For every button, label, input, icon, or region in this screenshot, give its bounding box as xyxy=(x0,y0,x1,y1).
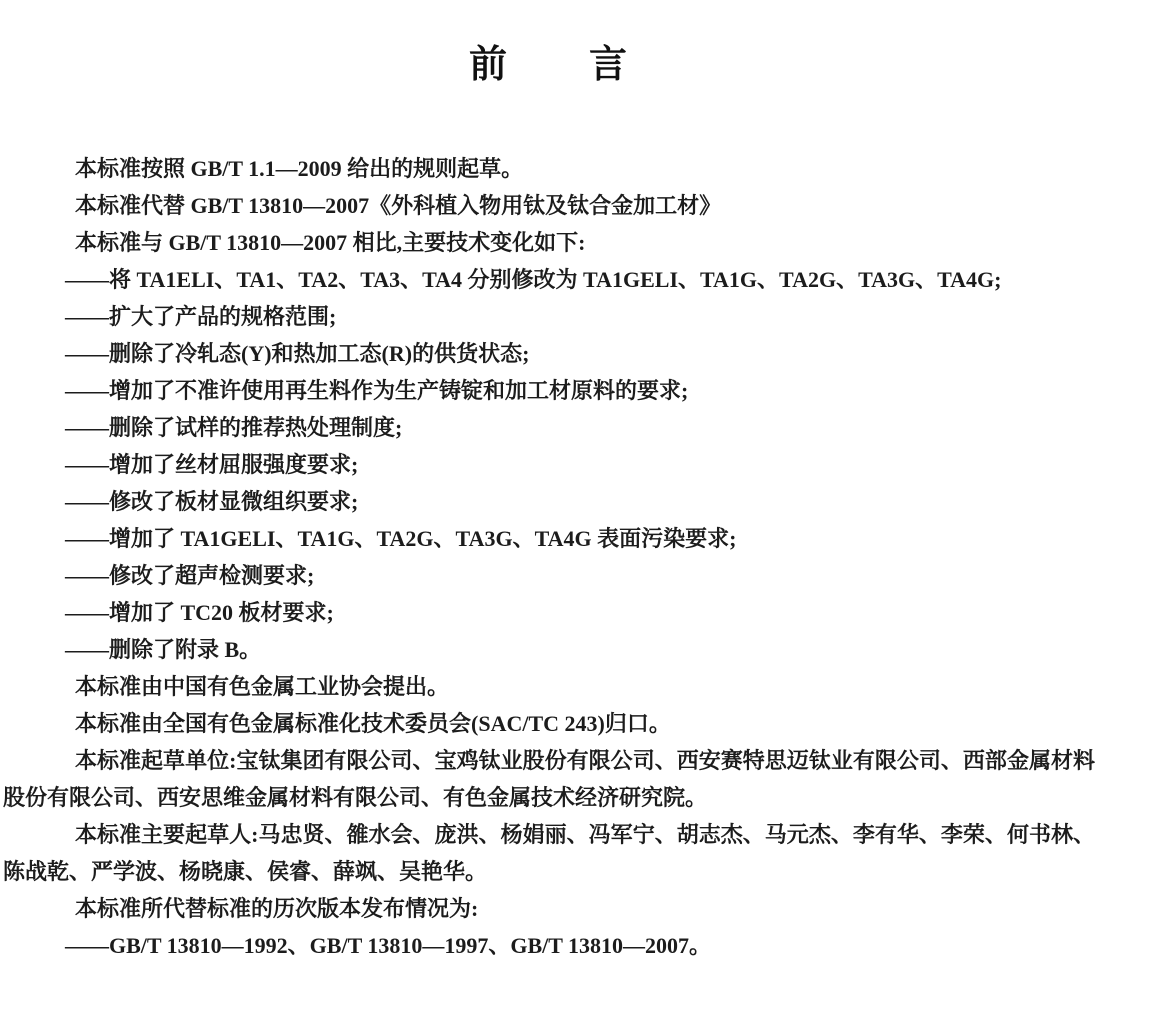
paragraph: ——增加了不准许使用再生料作为生产铸锭和加工材原料的要求; xyxy=(65,378,689,403)
paragraph: ——修改了超声检测要求; xyxy=(65,563,315,588)
paragraph: ——将 TA1ELI、TA1、TA2、TA3、TA4 分别修改为 TA1GELI、TA1G、TA2G、TA3G、TA4G; xyxy=(65,267,1002,292)
paragraph: 本标准代替 GB/T 13810—2007《外科植入物用钛及钛合金加工材》 xyxy=(75,193,722,218)
paragraph: 本标准起草单位:宝钛集团有限公司、宝鸡钛业股份有限公司、西安赛特思迈钛业有限公司、西部金属材料股份有限公司、西安思维金属材料有限公司、有色金属技术经济研究院。 xyxy=(3,748,1095,810)
paragraph: 本标准所代替标准的历次版本发布情况为: xyxy=(75,896,479,921)
paragraph: 本标准由中国有色金属工业协会提出。 xyxy=(75,674,450,699)
paragraph: ——删除了附录 B。 xyxy=(65,637,262,662)
paragraph: ——增加了 TA1GELI、TA1G、TA2G、TA3G、TA4G 表面污染要求; xyxy=(65,526,737,551)
paragraph: ——修改了板材显微组织要求; xyxy=(65,489,359,514)
paragraph: ——扩大了产品的规格范围; xyxy=(65,304,337,329)
foreword-title: 前 言 xyxy=(468,44,629,86)
paragraph: 本标准主要起草人:马忠贤、雒水会、庞洪、杨娟丽、冯军宁、胡志杰、马元杰、李有华、李荣、何书林、陈战乾、严学波、杨晓康、侯睿、薛飒、吴艳华。 xyxy=(3,822,1095,884)
paragraph: 本标准按照 GB/T 1.1—2009 给出的规则起草。 xyxy=(75,156,524,181)
paragraph: ——GB/T 13810—1992、GB/T 13810—1997、GB/T 13810—2007。 xyxy=(65,933,712,958)
foreword-body xyxy=(3,150,1095,964)
paragraph: ——删除了冷轧态(Y)和热加工态(R)的供货状态; xyxy=(65,341,530,366)
paragraph: ——增加了丝材屈服强度要求; xyxy=(65,452,359,477)
paragraph: 本标准与 GB/T 13810—2007 相比,主要技术变化如下: xyxy=(75,230,586,255)
paragraph: ——删除了试样的推荐热处理制度; xyxy=(65,415,403,440)
document-page xyxy=(3,46,1095,964)
paragraph: ——增加了 TC20 板材要求; xyxy=(65,600,334,625)
paragraph: 本标准由全国有色金属标准化技术委员会(SAC/TC 243)归口。 xyxy=(75,711,671,736)
